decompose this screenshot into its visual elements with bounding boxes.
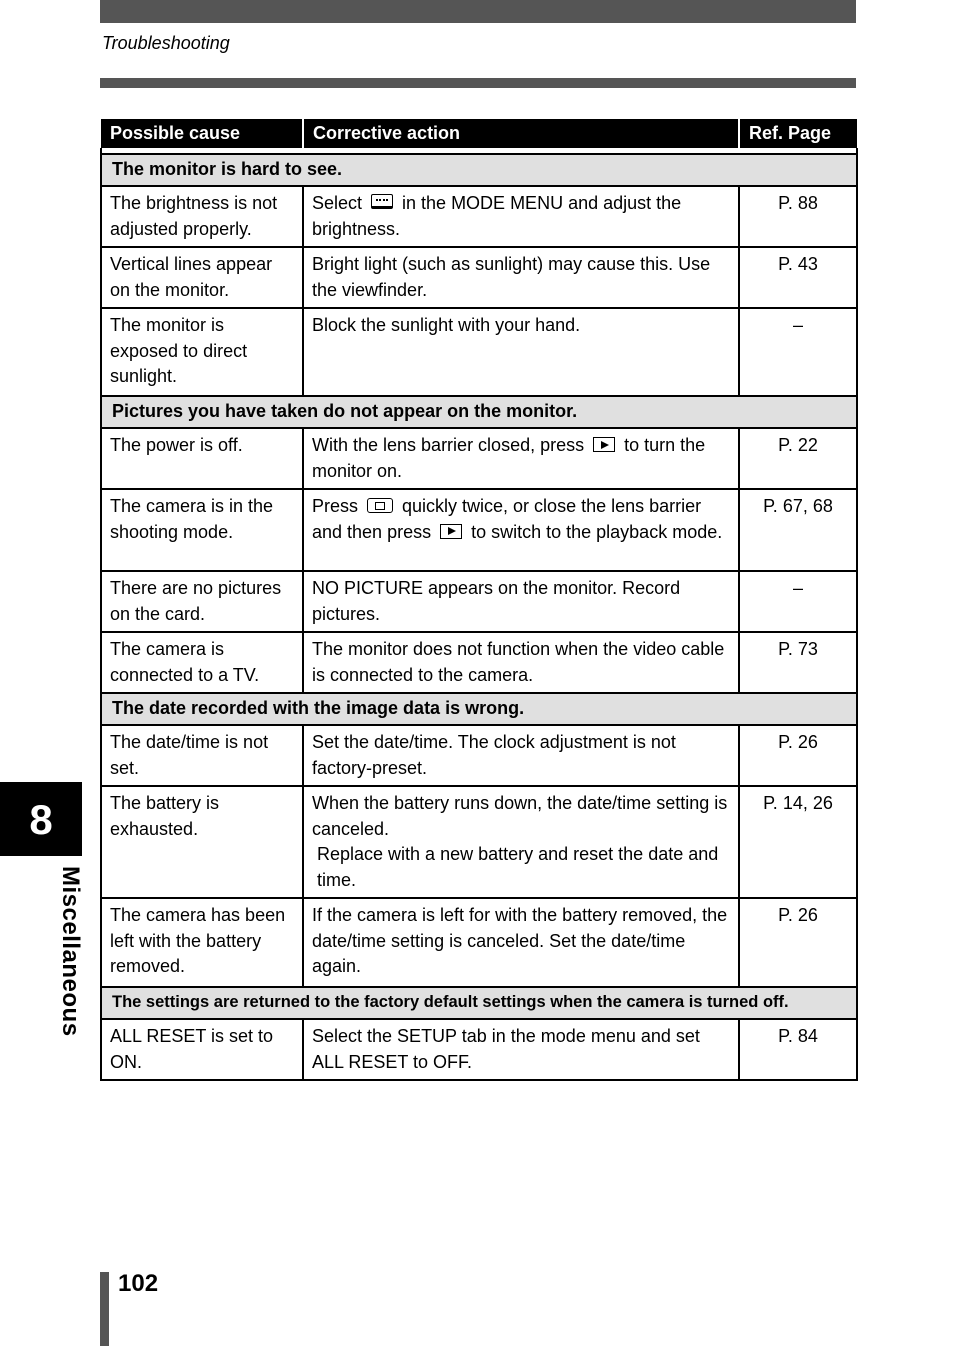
table-row xyxy=(101,898,857,987)
monitor-adjust-icon xyxy=(371,194,393,209)
chapter-title: Miscellaneous xyxy=(57,866,84,1037)
group-row xyxy=(101,693,857,725)
action-cell: NO PICTURE appears on the monitor. Record pictures. xyxy=(303,571,739,632)
action-cell xyxy=(303,186,739,247)
header-rule xyxy=(100,78,856,88)
chapter-number: 8 xyxy=(29,796,53,843)
column-header-ref: Ref. Page xyxy=(739,119,857,148)
action-text: Replace with a new battery and reset the date and time. xyxy=(317,844,719,890)
ref-page-cell: P. 88 xyxy=(739,186,857,247)
table-row xyxy=(101,1019,857,1080)
monitor-button-icon xyxy=(367,498,393,513)
table-row xyxy=(101,186,857,247)
group-row xyxy=(101,396,857,428)
action-text: Select xyxy=(312,193,363,213)
cause-cell: The monitor is exposed to direct sunlight. xyxy=(101,308,303,396)
cause-cell: The brightness is not adjusted properly. xyxy=(101,186,303,247)
section-title: Troubleshooting xyxy=(102,33,230,53)
action-cell: Set the date/time. The clock adjustment is not factory-preset. xyxy=(303,725,739,786)
table-row xyxy=(101,428,857,489)
header-bar xyxy=(100,0,856,23)
column-header-cause: Possible cause xyxy=(101,119,303,148)
action-cell: Select the SETUP tab in the mode menu and set ALL RESET to OFF. xyxy=(303,1019,739,1080)
action-cell xyxy=(303,428,739,489)
ref-page-cell: P. 26 xyxy=(739,725,857,786)
ref-page-cell: P. 26 xyxy=(739,898,857,987)
action-text: When the battery runs down, the date/time setting is canceled. xyxy=(312,793,728,839)
action-text: to switch to the playback mode. xyxy=(471,521,723,542)
table-row xyxy=(101,786,857,898)
cause-cell: There are no pictures on the card. xyxy=(101,571,303,632)
ref-page-cell: – xyxy=(739,571,857,632)
action-cell: Bright light (such as sunlight) may cause this. Use the viewfinder. xyxy=(303,247,739,308)
cause-cell: The camera has been left with the battery removed. xyxy=(101,898,303,987)
ref-page-cell: P. 84 xyxy=(739,1019,857,1080)
action-cell: The monitor does not function when the video cable is connected to the camera. xyxy=(303,632,739,693)
action-cell: If the camera is left for with the battery removed, the date/time setting is canceled. Set the date/time again. xyxy=(303,898,739,987)
group-row xyxy=(101,154,857,186)
group-title: Pictures you have taken do not appear on the monitor. xyxy=(101,396,857,428)
action-text: quickly twice, or close the lens barrier and then press xyxy=(312,496,702,542)
cause-cell: Vertical lines appear on the monitor. xyxy=(101,247,303,308)
group-title: The date recorded with the image data is wrong. xyxy=(101,693,857,725)
ref-page-cell: P. 22 xyxy=(739,428,857,489)
column-header-action: Corrective action xyxy=(303,119,739,148)
action-text: Press xyxy=(312,496,359,516)
page-number: 102 xyxy=(118,1270,159,1297)
action-cell xyxy=(303,786,739,898)
playback-button-icon xyxy=(593,437,615,452)
group-title: The settings are returned to the factory default settings when the camera is turned off. xyxy=(101,987,857,1019)
cause-cell: The camera is in the shooting mode. xyxy=(101,489,303,571)
action-cell: Block the sunlight with your hand. xyxy=(303,308,739,396)
ref-page-cell: P. 67, 68 xyxy=(739,489,857,571)
action-cell xyxy=(303,489,739,571)
troubleshooting-table xyxy=(100,119,858,1081)
table-row xyxy=(101,247,857,308)
ref-page-cell: P. 14, 26 xyxy=(739,786,857,898)
cause-cell: The battery is exhausted. xyxy=(101,786,303,898)
ref-page-cell: P. 43 xyxy=(739,247,857,308)
table-header-row xyxy=(101,119,857,148)
playback-button-icon xyxy=(440,524,462,539)
action-text: With the lens barrier closed, press xyxy=(312,435,585,455)
cause-cell: The power is off. xyxy=(101,428,303,489)
table-row xyxy=(101,632,857,693)
cause-cell: The camera is connected to a TV. xyxy=(101,632,303,693)
cause-cell: The date/time is not set. xyxy=(101,725,303,786)
ref-page-cell: – xyxy=(739,308,857,396)
action-text: to turn the monitor on. xyxy=(312,435,706,481)
page-number-bar xyxy=(100,1272,109,1346)
table-row xyxy=(101,308,857,396)
ref-page-cell: P. 73 xyxy=(739,632,857,693)
action-text: in the MODE MENU and adjust the brightness. xyxy=(312,193,682,239)
table-row xyxy=(101,725,857,786)
table-row xyxy=(101,489,857,571)
group-row xyxy=(101,987,857,1019)
group-title: The monitor is hard to see. xyxy=(101,154,857,186)
table-row xyxy=(101,571,857,632)
cause-cell: ALL RESET is set to ON. xyxy=(101,1019,303,1080)
